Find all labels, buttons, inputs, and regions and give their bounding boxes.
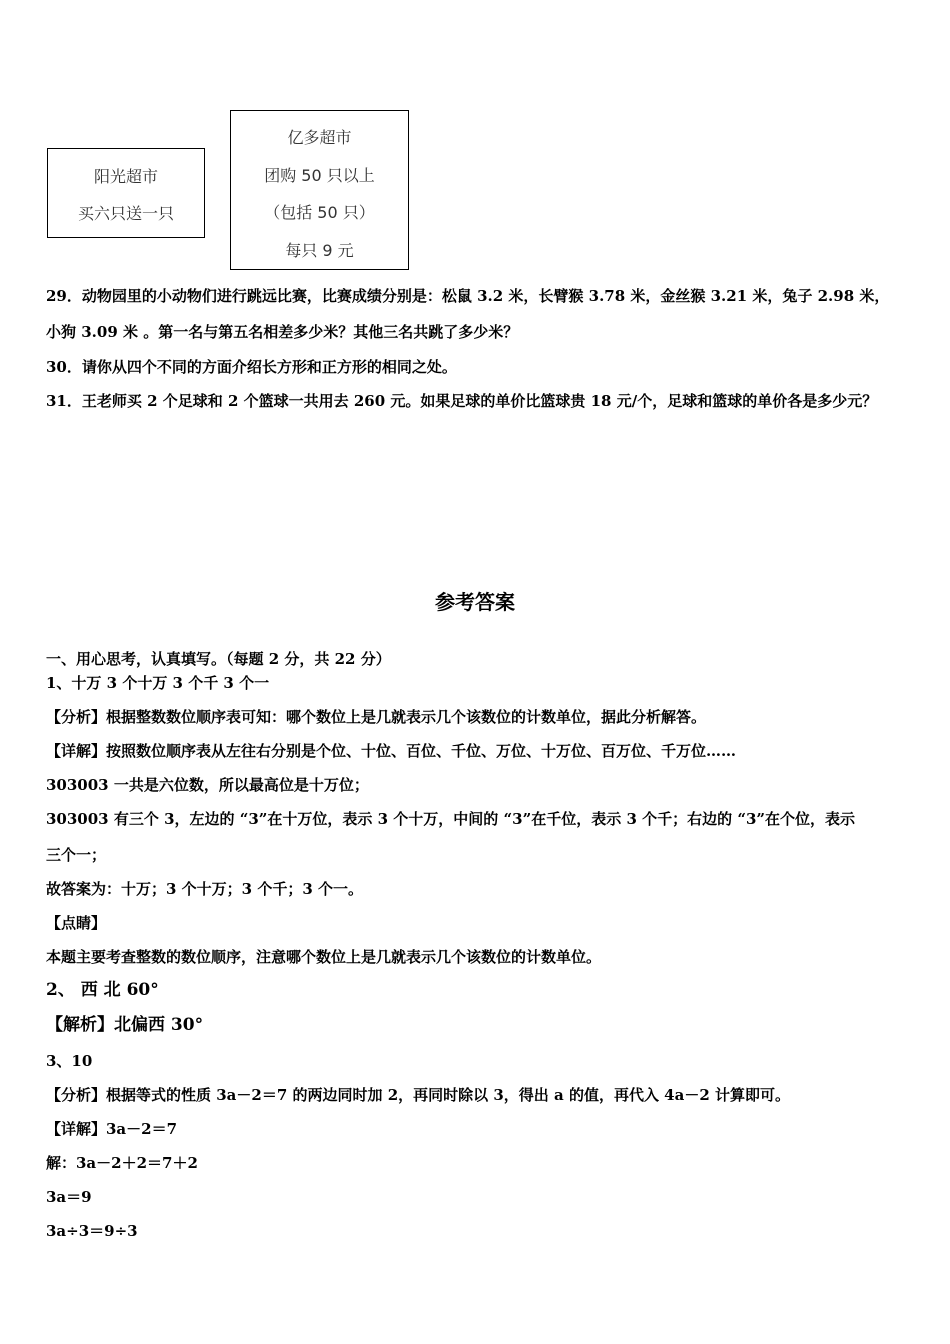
yiduo-name: 亿多超市 bbox=[287, 128, 352, 147]
section-1-heading: 一、用心思考，认真填写。（每题 2 分，共 22 分） bbox=[46, 650, 391, 668]
answers-title: 参考答案 bbox=[435, 590, 515, 614]
answer-1-line-4: 303003 有三个 3，左边的 “3”在十万位，表示 3 个十万，中间的 “3”在千位，表示 3 个千；右边的 “3”在个位，表示 bbox=[46, 810, 856, 828]
answer-1-line-6: 故答案为：十万；3 个十万；3 个千；3 个一。 bbox=[46, 880, 363, 898]
answer-1-dianjing: 【点睛】 bbox=[46, 914, 107, 932]
question-29-line-1: 29．动物园里的小动物们进行跳远比赛，比赛成绩分别是：松鼠 3.2 米，长臂猴 3.78 米，金丝猴 3.21 米，兔子 2.98 米， bbox=[46, 287, 890, 305]
answer-3: 3、10 bbox=[46, 1052, 93, 1070]
yiduo-supermarket-box bbox=[230, 110, 409, 270]
yangguang-supermarket-box bbox=[47, 148, 205, 238]
question-30: 30．请你从四个不同的方面介绍长方形和正方形的相同之处。 bbox=[46, 358, 457, 376]
answer-1-analysis: 【分析】根据整数数位顺序表可知：哪个数位上是几就表示几个该数位的计数单位，据此分析解答。 bbox=[46, 708, 707, 726]
yangguang-offer: 买六只送一只 bbox=[77, 204, 174, 223]
answer-3-analysis: 【分析】根据等式的性质 3a－2＝7 的两边同时加 2，再同时除以 3，得出 a 的值，再代入 4a－2 计算即可。 bbox=[46, 1086, 790, 1104]
answer-1-line-3: 303003 一共是六位数，所以最高位是十万位； bbox=[46, 776, 369, 794]
answer-3-detail: 【详解】3a－2＝7 bbox=[46, 1120, 178, 1138]
yiduo-note: （包括 50 只） bbox=[264, 203, 375, 222]
yangguang-name: 阳光超市 bbox=[93, 167, 158, 186]
answer-1-detail: 【详解】按照数位顺序表从左往右分别是个位、十位、百位、千位、万位、十万位、百万位、千万位…… bbox=[46, 742, 737, 760]
answer-3-step-1: 解：3a－2＋2＝7＋2 bbox=[46, 1154, 198, 1172]
yiduo-offer: 团购 50 只以上 bbox=[264, 166, 375, 185]
answer-3-step-3: 3a÷3＝9÷3 bbox=[46, 1222, 138, 1240]
answer-1-summary: 本题主要考查整数的数位顺序，注意哪个数位上是几就表示几个该数位的计数单位。 bbox=[46, 948, 602, 966]
answer-2: 2、 西 北 60° bbox=[46, 980, 159, 1000]
question-29-line-2: 小狗 3.09 米 。第一名与第五名相差多少米？其他三名共跳了多少米？ bbox=[46, 323, 519, 341]
answer-2-jiexi: 【解析】北偏西 30° bbox=[46, 1015, 204, 1035]
answer-3-step-2: 3a＝9 bbox=[46, 1188, 92, 1206]
question-31: 31．王老师买 2 个足球和 2 个篮球一共用去 260 元。如果足球的单价比篮球贵 18 元/个，足球和篮球的单价各是多少元？ bbox=[46, 392, 878, 410]
yiduo-price: 每只 9 元 bbox=[285, 241, 354, 260]
answer-1: 1、十万 3 个十万 3 个千 3 个一 bbox=[46, 674, 270, 692]
answer-1-line-5: 三个一； bbox=[46, 846, 107, 864]
